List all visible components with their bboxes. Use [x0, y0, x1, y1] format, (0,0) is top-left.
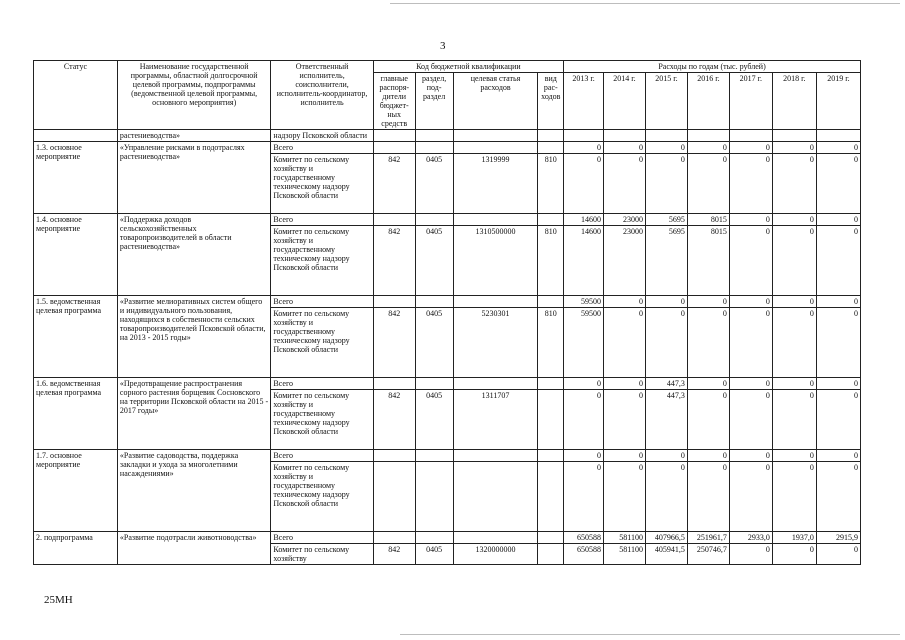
- table-row-total: [34, 532, 861, 544]
- total-value: 0: [645, 142, 687, 154]
- total-value: 0: [772, 450, 816, 462]
- page-number: 3: [440, 40, 446, 52]
- row-name: «Развитие садоводства, поддержка закладки и ухода за многолетними насаждениями»: [117, 450, 271, 532]
- total-value: 0: [604, 378, 646, 390]
- table-row-total: [34, 378, 861, 390]
- table-row-carryover: [34, 130, 861, 142]
- header-year-2014: 2014 г.: [604, 73, 646, 130]
- header-kbk-article: целевая статья расходов: [453, 73, 538, 130]
- header-kbk: Код бюджетной квалификации: [373, 61, 563, 73]
- total-value: 2933,0: [729, 532, 772, 544]
- executor-value: 14600: [564, 226, 604, 296]
- header-executor: Ответственный исполнитель, соисполнители, исполнитель-координатор, исполнитель: [271, 61, 373, 130]
- row-status: 1.7. основное мероприятие: [34, 450, 118, 532]
- executor-value: 0: [729, 154, 772, 214]
- total-value: 0: [772, 142, 816, 154]
- executor-value: 0: [816, 154, 860, 214]
- kbk-code: 842: [373, 544, 415, 565]
- header-kbk-section: раздел, под-раздел: [415, 73, 453, 130]
- total-value: 0: [816, 450, 860, 462]
- carry-executor: надзору Псковской области: [271, 130, 373, 142]
- total-value: 0: [816, 214, 860, 226]
- kbk-code: [538, 462, 564, 532]
- executor-value: 0: [729, 308, 772, 378]
- executor-value: 0: [729, 544, 772, 565]
- row-status: 1.3. основное мероприятие: [34, 142, 118, 214]
- executor-value: 0: [816, 462, 860, 532]
- row-total-label: Всего: [271, 214, 373, 226]
- total-value: 0: [604, 296, 646, 308]
- header-year-2018: 2018 г.: [772, 73, 816, 130]
- executor-value: 0: [816, 308, 860, 378]
- kbk-code: [538, 544, 564, 565]
- total-value: 0: [772, 378, 816, 390]
- total-value: 59500: [564, 296, 604, 308]
- scan-edge-top: [390, 3, 900, 4]
- header-kbk-grbs: главные распоря-дители бюджет-ных средств: [373, 73, 415, 130]
- total-value: 0: [687, 142, 729, 154]
- row-name: «Поддержка доходов сельскохозяйственных товаропроизводителей в области растениеводства»: [117, 214, 271, 296]
- budget-table: [33, 60, 861, 565]
- executor-value: 0: [604, 154, 646, 214]
- kbk-code: 0405: [415, 154, 453, 214]
- executor-value: 0: [772, 226, 816, 296]
- header-kbk-type: вид рас-ходов: [538, 73, 564, 130]
- row-total-label: Всего: [271, 296, 373, 308]
- scan-edge-bottom: [400, 634, 900, 635]
- executor-value: 0: [729, 462, 772, 532]
- total-value: 0: [564, 450, 604, 462]
- kbk-code: [453, 462, 538, 532]
- executor-value: 0: [564, 154, 604, 214]
- executor-value: 0: [564, 462, 604, 532]
- total-value: 0: [816, 142, 860, 154]
- total-value: 0: [772, 214, 816, 226]
- row-executor: Комитет по сельскому хозяйству и государственному техническому надзору Псковской области: [271, 154, 373, 214]
- total-value: 14600: [564, 214, 604, 226]
- executor-value: 250746,7: [687, 544, 729, 565]
- total-value: 0: [729, 296, 772, 308]
- header-year-2016: 2016 г.: [687, 73, 729, 130]
- kbk-code: 0405: [415, 390, 453, 450]
- table-row-total: [34, 142, 861, 154]
- kbk-code: [538, 390, 564, 450]
- total-value: 447,3: [645, 378, 687, 390]
- row-executor: Комитет по сельскому хозяйству и государственному техническому надзору Псковской области: [271, 226, 373, 296]
- carry-status: [34, 130, 118, 142]
- header-name: Наименование государственной программы, областной долгосрочной целевой программы, подпрограммы (ведомственной целевой программы, основного мероприятия): [117, 61, 271, 130]
- row-executor: Комитет по сельскому хозяйству и государственному техническому надзору Псковской области: [271, 390, 373, 450]
- kbk-code: 1310500000: [453, 226, 538, 296]
- executor-value: 0: [604, 462, 646, 532]
- carry-name: растениеводства»: [117, 130, 271, 142]
- table-row-total: [34, 296, 861, 308]
- total-value: 0: [816, 378, 860, 390]
- total-value: 0: [564, 142, 604, 154]
- total-value: 0: [687, 296, 729, 308]
- executor-value: 0: [729, 390, 772, 450]
- row-name: «Управление рисками в подотраслях растениеводства»: [117, 142, 271, 214]
- kbk-code: 810: [538, 226, 564, 296]
- executor-value: 0: [729, 226, 772, 296]
- row-executor: Комитет по сельскому хозяйству: [271, 544, 373, 565]
- kbk-code: 810: [538, 308, 564, 378]
- executor-value: 59500: [564, 308, 604, 378]
- kbk-code: 1319999: [453, 154, 538, 214]
- executor-value: 0: [816, 544, 860, 565]
- executor-value: 0: [645, 308, 687, 378]
- row-total-label: Всего: [271, 142, 373, 154]
- kbk-code: 842: [373, 308, 415, 378]
- row-status: 1.6. ведомственная целевая программа: [34, 378, 118, 450]
- executor-value: 0: [604, 390, 646, 450]
- kbk-code: 0405: [415, 226, 453, 296]
- executor-value: 5695: [645, 226, 687, 296]
- executor-value: 447,3: [645, 390, 687, 450]
- total-value: 0: [687, 378, 729, 390]
- executor-value: 650588: [564, 544, 604, 565]
- executor-value: 405941,5: [645, 544, 687, 565]
- kbk-code: 842: [373, 226, 415, 296]
- executor-value: 0: [772, 462, 816, 532]
- executor-value: 0: [687, 462, 729, 532]
- kbk-code: 842: [373, 390, 415, 450]
- total-value: 0: [729, 378, 772, 390]
- total-value: 581100: [604, 532, 646, 544]
- total-value: 0: [816, 296, 860, 308]
- total-value: 0: [645, 296, 687, 308]
- table-row-total: [34, 450, 861, 462]
- total-value: 0: [604, 450, 646, 462]
- total-value: 0: [729, 450, 772, 462]
- total-value: 0: [687, 450, 729, 462]
- row-status: 1.4. основное мероприятие: [34, 214, 118, 296]
- executor-value: 0: [772, 544, 816, 565]
- executor-value: 0: [604, 308, 646, 378]
- kbk-code: 0405: [415, 544, 453, 565]
- header-year-2017: 2017 г.: [729, 73, 772, 130]
- executor-value: 0: [564, 390, 604, 450]
- total-value: 1937,0: [772, 532, 816, 544]
- executor-value: 0: [687, 154, 729, 214]
- row-executor: Комитет по сельскому хозяйству и государственному техническому надзору Псковской области: [271, 462, 373, 532]
- total-value: 650588: [564, 532, 604, 544]
- executor-value: 581100: [604, 544, 646, 565]
- row-total-label: Всего: [271, 450, 373, 462]
- executor-value: 0: [645, 462, 687, 532]
- header-expenses: Расходы по годам (тыс. рублей): [564, 61, 861, 73]
- executor-value: 0: [687, 390, 729, 450]
- total-value: 23000: [604, 214, 646, 226]
- executor-value: 8015: [687, 226, 729, 296]
- row-executor: Комитет по сельскому хозяйству и государственному техническому надзору Псковской области: [271, 308, 373, 378]
- total-value: 0: [729, 142, 772, 154]
- kbk-code: 1320000000: [453, 544, 538, 565]
- executor-value: 0: [772, 154, 816, 214]
- kbk-code: [373, 462, 415, 532]
- executor-value: 23000: [604, 226, 646, 296]
- total-value: 0: [645, 450, 687, 462]
- header-year-2015: 2015 г.: [645, 73, 687, 130]
- total-value: 0: [604, 142, 646, 154]
- total-value: 8015: [687, 214, 729, 226]
- total-value: 407966,5: [645, 532, 687, 544]
- header-year-2013: 2013 г.: [564, 73, 604, 130]
- kbk-code: 1311707: [453, 390, 538, 450]
- total-value: 2915,9: [816, 532, 860, 544]
- footer-code: 25МН: [44, 594, 73, 606]
- executor-value: 0: [687, 308, 729, 378]
- executor-value: 0: [772, 308, 816, 378]
- kbk-code: 0405: [415, 308, 453, 378]
- row-status: 1.5. ведомственная целевая программа: [34, 296, 118, 378]
- row-name: «Развитие подотрасли животноводства»: [117, 532, 271, 565]
- row-total-label: Всего: [271, 378, 373, 390]
- total-value: 251961,7: [687, 532, 729, 544]
- row-status: 2. подпрограмма: [34, 532, 118, 565]
- executor-value: 0: [772, 390, 816, 450]
- row-name: «Предотвращение распространения сорного растения борщевик Сосновского на территории Псковской области на 2015 - 2017 годы»: [117, 378, 271, 450]
- kbk-code: 810: [538, 154, 564, 214]
- header-status: Статус: [34, 61, 118, 130]
- row-total-label: Всего: [271, 532, 373, 544]
- total-value: 0: [772, 296, 816, 308]
- executor-value: 0: [816, 390, 860, 450]
- executor-value: 0: [645, 154, 687, 214]
- kbk-code: [415, 462, 453, 532]
- kbk-code: 842: [373, 154, 415, 214]
- kbk-code: 5230301: [453, 308, 538, 378]
- total-value: 0: [729, 214, 772, 226]
- header-year-2019: 2019 г.: [816, 73, 860, 130]
- total-value: 5695: [645, 214, 687, 226]
- executor-value: 0: [816, 226, 860, 296]
- row-name: «Развитие мелиоративных систем общего и индивидуального пользования, находящихся в собственности сельских товаропроизводителей Псковской области, на 2013 - 2015 годы»: [117, 296, 271, 378]
- total-value: 0: [564, 378, 604, 390]
- table-row-total: [34, 214, 861, 226]
